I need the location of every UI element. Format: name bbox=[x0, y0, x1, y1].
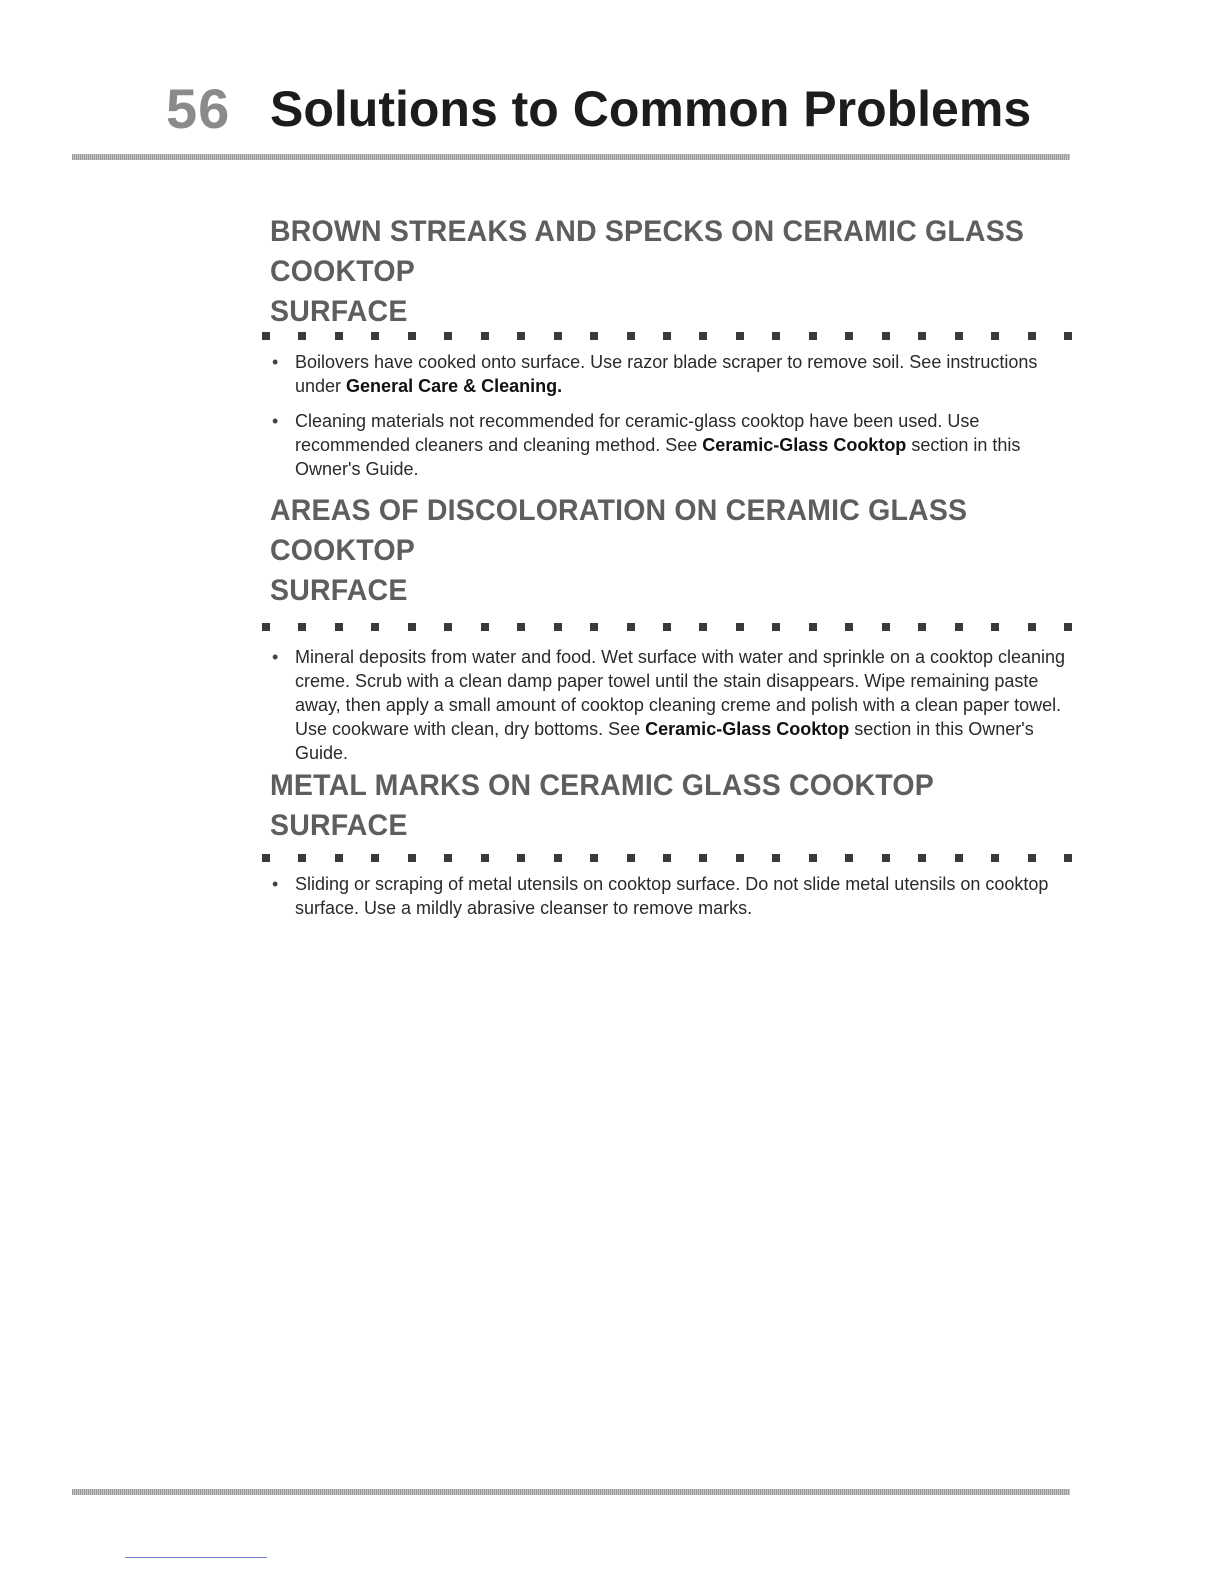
footer-link-underline[interactable] bbox=[125, 1557, 267, 1558]
divider-square bbox=[262, 332, 270, 340]
divider-square bbox=[663, 854, 671, 862]
divider-square bbox=[335, 332, 343, 340]
divider-square bbox=[1064, 854, 1072, 862]
page-number: 56 bbox=[166, 77, 231, 140]
dotted-divider bbox=[262, 623, 1072, 635]
divider-square bbox=[663, 623, 671, 631]
divider-square bbox=[736, 332, 744, 340]
divider-square bbox=[517, 854, 525, 862]
section-heading bbox=[270, 491, 1030, 611]
divider-square bbox=[845, 854, 853, 862]
divider-square bbox=[882, 332, 890, 340]
divider-square bbox=[882, 623, 890, 631]
divider-square bbox=[444, 332, 452, 340]
bullet-text: Sliding or scraping of metal utensils on cooktop surface. Do not slide metal utensils on cooktop surface. Use a mildly abrasive cleanser to remove marks. bbox=[295, 874, 1049, 918]
page-header bbox=[0, 76, 1224, 146]
divider-square bbox=[955, 623, 963, 631]
divider-square bbox=[371, 854, 379, 862]
list-item bbox=[270, 350, 1070, 398]
section-brown-streaks bbox=[270, 212, 1070, 492]
divider-square bbox=[882, 854, 890, 862]
divider-square bbox=[918, 623, 926, 631]
divider-square bbox=[955, 332, 963, 340]
bullet-icon: • bbox=[272, 411, 279, 431]
section-heading-line1: AREAS OF DISCOLORATION ON CERAMIC GLASS COOKTOP bbox=[270, 494, 968, 567]
divider-square bbox=[298, 854, 306, 862]
divider-square bbox=[845, 332, 853, 340]
list-item bbox=[270, 645, 1070, 765]
list-item bbox=[270, 872, 1070, 920]
divider-square bbox=[736, 623, 744, 631]
bullet-text-tail: section in this Owner's Guide. bbox=[295, 435, 1021, 479]
bullet-text: Boilovers have cooked onto surface. Use razor blade scraper to remove soil. See instructions under bbox=[295, 352, 1038, 396]
section-heading bbox=[270, 212, 1030, 332]
divider-square bbox=[517, 623, 525, 631]
divider-square bbox=[590, 623, 598, 631]
divider-square bbox=[371, 332, 379, 340]
section-heading-line2: SURFACE bbox=[270, 295, 408, 328]
divider-square bbox=[1028, 332, 1036, 340]
divider-square bbox=[408, 332, 416, 340]
dotted-divider bbox=[262, 854, 1072, 866]
divider-square bbox=[1028, 854, 1036, 862]
list-item bbox=[270, 409, 1070, 481]
divider-square bbox=[699, 332, 707, 340]
divider-square bbox=[918, 854, 926, 862]
bullet-list bbox=[270, 350, 1070, 481]
divider-square bbox=[335, 623, 343, 631]
divider-square bbox=[1064, 332, 1072, 340]
bullet-text: Mineral deposits from water and food. Wet surface with water and sprinkle on a cooktop cleaning creme. Scrub with a clean damp paper towel until the stain disappears. Wipe remaining paste away, then apply a small amount of cooktop cleaning creme and polish with a clean paper towel. Use cookware with clean, dry bottoms. See bbox=[295, 647, 1066, 739]
section-heading-line1: BROWN STREAKS AND SPECKS ON CERAMIC GLASS COOKTOP bbox=[270, 215, 1025, 288]
divider-square bbox=[371, 623, 379, 631]
divider-square bbox=[481, 332, 489, 340]
divider-square bbox=[444, 854, 452, 862]
divider-square bbox=[517, 332, 525, 340]
divider-square bbox=[991, 854, 999, 862]
divider-square bbox=[444, 623, 452, 631]
divider-square bbox=[1064, 623, 1072, 631]
divider-square bbox=[1028, 623, 1036, 631]
divider-square bbox=[335, 854, 343, 862]
divider-square bbox=[298, 332, 306, 340]
divider-square bbox=[262, 854, 270, 862]
footer-rule bbox=[72, 1489, 1070, 1495]
divider-square bbox=[991, 332, 999, 340]
bullet-list bbox=[270, 645, 1070, 765]
divider-square bbox=[481, 854, 489, 862]
dotted-divider bbox=[262, 332, 1072, 344]
divider-square bbox=[772, 854, 780, 862]
divider-square bbox=[627, 623, 635, 631]
divider-square bbox=[262, 623, 270, 631]
divider-square bbox=[408, 854, 416, 862]
section-metal-marks bbox=[270, 766, 1070, 931]
bullet-text-tail: section in this Owner's Guide. bbox=[295, 719, 1034, 763]
divider-square bbox=[772, 332, 780, 340]
divider-square bbox=[809, 332, 817, 340]
divider-square bbox=[481, 623, 489, 631]
header-rule bbox=[72, 154, 1070, 160]
section-heading-line1: METAL MARKS ON CERAMIC GLASS COOKTOP SURFACE bbox=[270, 769, 934, 842]
divider-square bbox=[627, 854, 635, 862]
divider-square bbox=[809, 623, 817, 631]
divider-square bbox=[809, 854, 817, 862]
divider-square bbox=[699, 623, 707, 631]
section-areas-discoloration bbox=[270, 491, 1070, 776]
bullet-icon: • bbox=[272, 352, 279, 372]
divider-square bbox=[554, 854, 562, 862]
bullet-bold-ref: Ceramic-Glass Cooktop bbox=[702, 435, 907, 455]
divider-square bbox=[408, 623, 416, 631]
divider-square bbox=[554, 623, 562, 631]
divider-square bbox=[298, 623, 306, 631]
divider-square bbox=[955, 854, 963, 862]
section-heading bbox=[270, 766, 1030, 846]
divider-square bbox=[699, 854, 707, 862]
divider-square bbox=[845, 623, 853, 631]
divider-square bbox=[627, 332, 635, 340]
divider-square bbox=[590, 854, 598, 862]
section-heading-line2: SURFACE bbox=[270, 574, 408, 607]
page-title: Solutions to Common Problems bbox=[270, 81, 1032, 137]
divider-square bbox=[554, 332, 562, 340]
divider-square bbox=[590, 332, 598, 340]
divider-square bbox=[772, 623, 780, 631]
divider-square bbox=[736, 854, 744, 862]
bullet-icon: • bbox=[272, 874, 279, 894]
divider-square bbox=[663, 332, 671, 340]
bullet-bold-ref: General Care & Cleaning. bbox=[346, 376, 563, 396]
bullet-icon: • bbox=[272, 647, 279, 667]
bullet-bold-ref: Ceramic-Glass Cooktop bbox=[645, 719, 850, 739]
bullet-list bbox=[270, 872, 1070, 920]
divider-square bbox=[991, 623, 999, 631]
divider-square bbox=[918, 332, 926, 340]
bullet-text: Cleaning materials not recommended for ceramic-glass cooktop have been used. Use recommended cleaners and cleaning method. See bbox=[295, 411, 980, 455]
